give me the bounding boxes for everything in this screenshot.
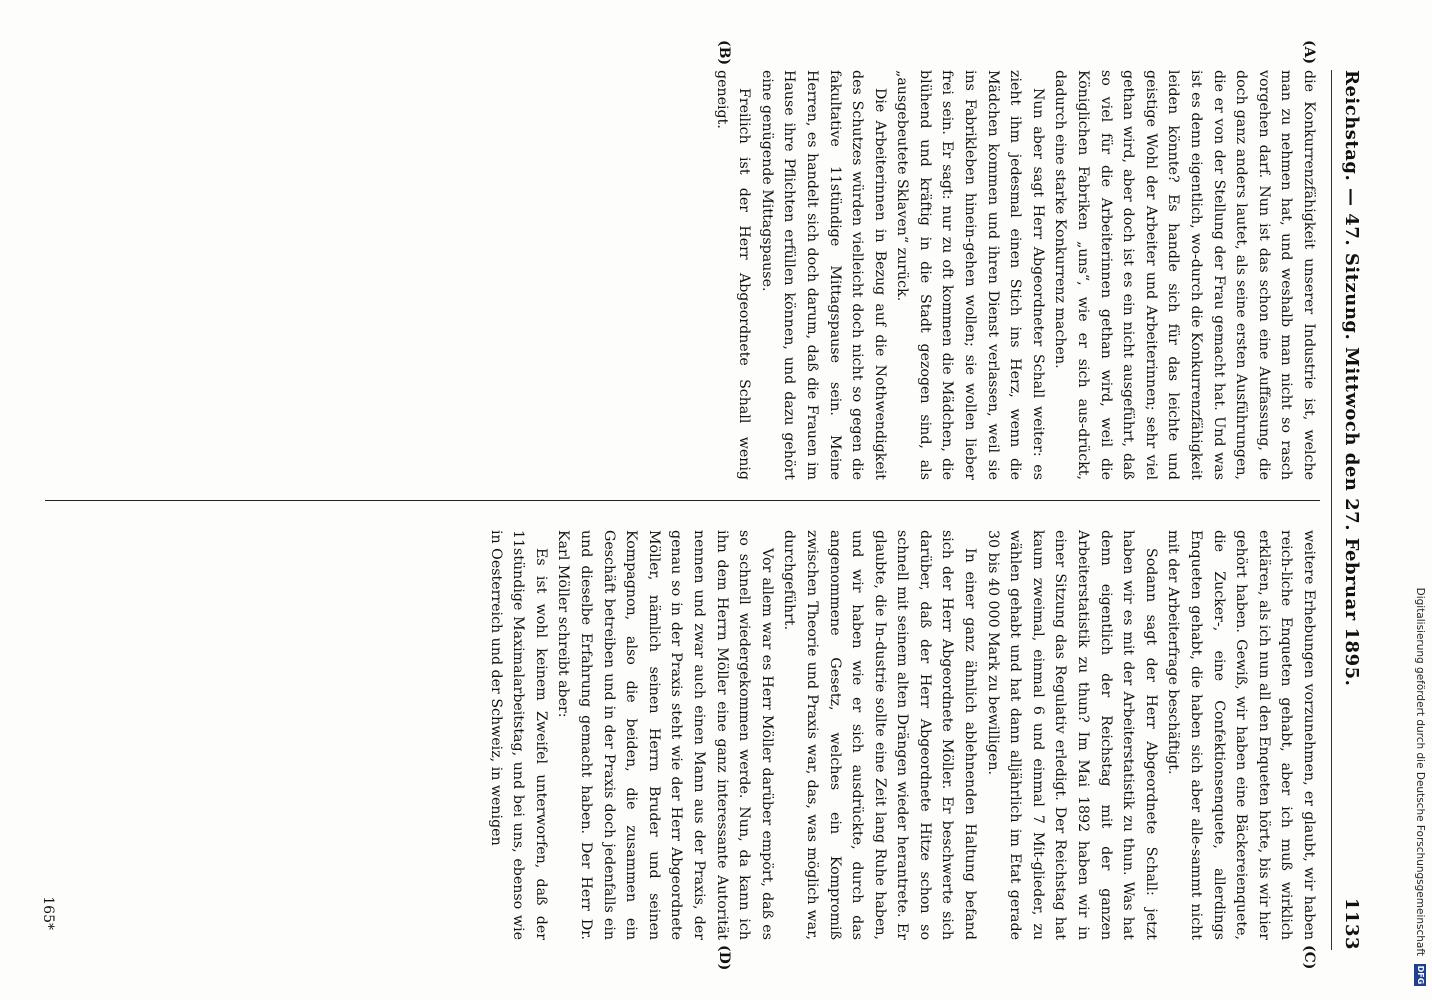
paragraph: Es ist wohl keinem Zweifel unterworfen, daß der 11stündige Maximalarbeitstag, und bei uns, ebenso wie in Oesterreich und der Schweiz, in wenigen — [487, 530, 549, 940]
column-divider — [45, 500, 1320, 501]
digitization-credit-text: Digitalisierung gefördert durch die Deutsche Forschungsgemeinschaft — [1414, 587, 1426, 956]
page-number: 1133 — [1341, 897, 1363, 950]
page-title: Reichstag. — 47. Sitzung. Mittwoch den 27. Februar 1895. — [1341, 70, 1363, 687]
paragraph: Sodann sagt der Herr Abgeordnete Schall: jetzt haben wir es mit der Arbeiterstatistik zu thun. Was hat denn eigentlich der Reichstag mit der ganzen Arbeiterstatistik zu thun? Im Mai 1892 haben wir in einer Sitzung das Regulativ erledigt. Der Reichstag hat kaum zweimal, einmal 6 und einmal 7 Mit-glieder, zu wählen gehabt und hat dann alljährlich im Etat gerade 30 bis 40 000 Mark zu bewilligen. — [984, 530, 1159, 940]
sheet-signature: 165* — [40, 896, 56, 930]
page-header — [1331, 70, 1372, 950]
paragraph: Die Arbeiterinnen in Bezug auf die Nothwendigkeit des Schutzes würden vielleicht doch nicht so gegen die fakultative 11stündige Mittagspause sein. Meine Herren, es handelt sich doch darum, daß die Frauen im Hause ihre Pflichten erfüllen können, und dazu gehört eine genügende Mittagspause. — [758, 70, 888, 480]
dfg-logo-icon: DFG — [1416, 965, 1425, 985]
paragraph: Nun aber sagt Herr Abgeordneter Schall weiter: es zieht ihm jedesmal einen Stich ins Herz, wenn die Mädchen kommen und ihren Dienst verlassen, weil sie ins Fabrikleben hinein-gehen wollen; sie wollen lieber frei sein. Er sagt: nur zu oft kommen die Mädchen, die blühend und kräftig in die Stadt gezogen sind, als „ausgebeutete Sklaven“ zurück. — [894, 70, 1046, 480]
paragraph: weitere Erhebungen vorzunehmen, er glaubt, wir haben reich-liche Enqueten gehabt, aber ich muß wirklich erklären, als ich nun all den Enqueten hörte, bis wir hier gehört haben. Gewiß, wir haben eine Bäckereienquete, die Zucker-, eine Confektionsenquete, allerdings Enqueten gehabt, die haben sich aber alle-sammt nicht mit der Arbeiterfrage beschäftigt. — [1165, 530, 1317, 940]
paragraph: Freilich ist der Herr Abgeordnete Schall wenig geneigt. — [713, 70, 753, 480]
digitization-credit — [1408, 0, 1432, 1000]
section-marker-c: (C) — [1301, 945, 1317, 970]
left-column — [45, 70, 1320, 480]
paragraph: die Konkurrenzfähigkeit unserer Industrie ist, welche man zu nehmen hat, und weshalb man nicht so rasch vorgehen darf. Nun ist das schon eine Auffassung, die doch ganz anders lautet, als seine ersten Ausführungen, die er von der Stellung der Frau gemacht hat. Und was ist es denn eigentlich, wo-durch die Konkurrenzfähigkeit leiden könnte? Es handle sich für das leichte und geistige Wohl der Arbeiter und Arbeiterinnen; sehr viel gethan wird, aber doch ist es ein nicht ausgeführt, daß so viel für die Arbeiterinnen gethan wird, weil die Königlichen Fabriken „uns“, wie er sich aus-drückt, dadurch eine starke Konkurrenz machen. — [1052, 70, 1317, 480]
paragraph: In einer ganz ähnlich ablehnenden Haltung befand sich der Herr Abgeordnete Möller. Er beschwerte sich darüber, daß der Herr Abgeordnete Hitze schon so schnell mit seinem alten Drängen wieder herantrete. Er glaubte, die In-dustrie sollte eine Zeit lang Ruhe haben, und wir haben wie er sich ausdrückte, durch das angenommene Gesetz, welches ein Kompromiß zwischen Theorie und Praxis war, das, was möglich war, durchgeführt. — [781, 530, 979, 940]
section-marker-a: (A) — [1301, 40, 1317, 65]
section-marker-b: (B) — [716, 40, 732, 66]
section-marker-d: (D) — [716, 945, 732, 971]
paragraph: Vor allem war es Herr Möller darüber empört, daß es so schnell wiedergekommen werde. Nun, da kann ich ihn dem Herrn Möller eine ganz interessante Autorität nennen und zwar auch einen Mann aus der Praxis, der genau so in der Praxis steht wie der Herr Abgeordnete Möller, nämlich seinen Herrn Bruder und seinen Kompagnon, also die beiden, die zusammen ein Geschäft betreiben und in der Praxis doch jedenfalls ein und dieselbe Erfahrung gemacht haben. Der Herr Dr. Karl Möller schreibt aber: — [555, 530, 775, 940]
right-column — [45, 530, 1320, 940]
